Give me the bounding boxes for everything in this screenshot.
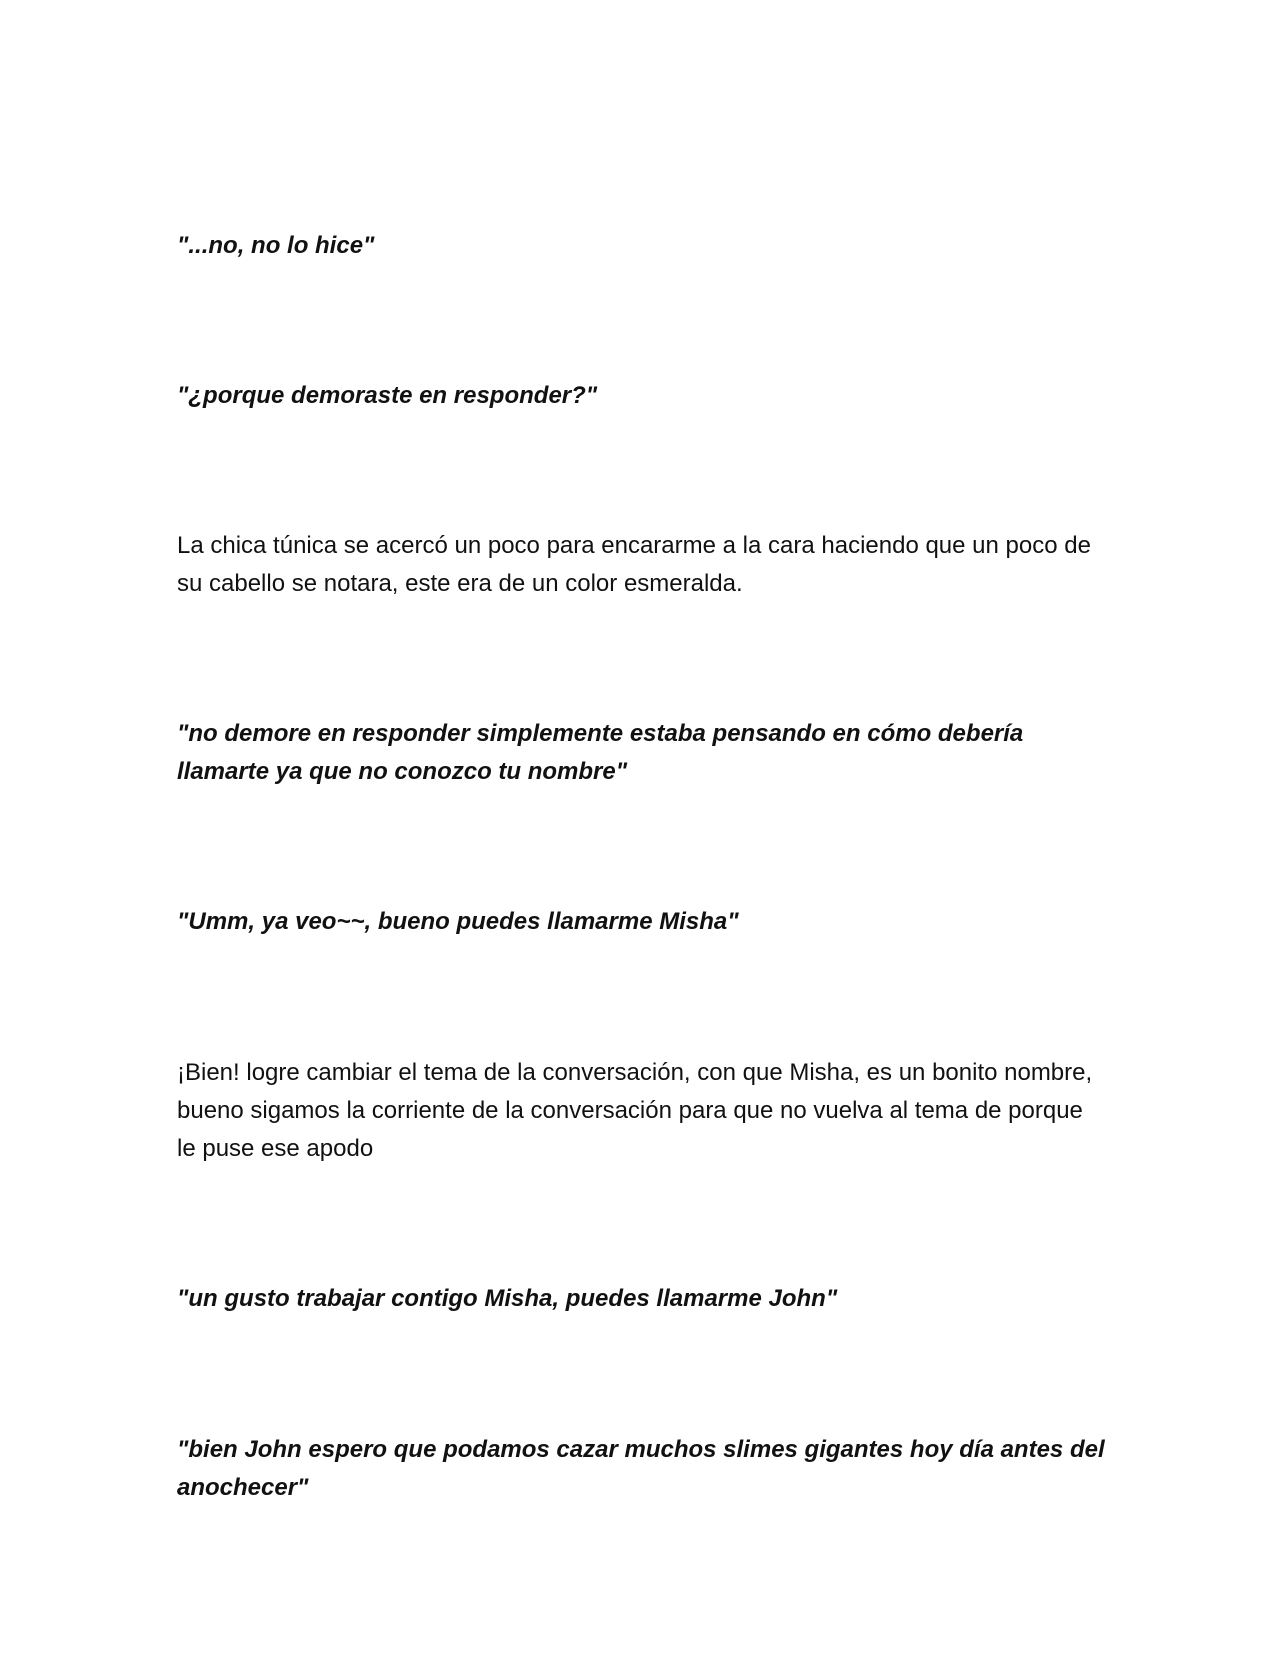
dialogue-paragraph: "bien John espero que podamos cazar muchos slimes gigantes hoy día antes del anochecer" [177, 1436, 1105, 1501]
narration-paragraph: La chica túnica se acercó un poco para encararme a la cara haciendo que un poco de su cabello se notara, este era de un color esmeralda. [177, 532, 1091, 597]
dialogue-paragraph: "¿porque demoraste en responder?" [177, 382, 598, 409]
dialogue-paragraph: "un gusto trabajar contigo Misha, puedes llamarme John" [177, 1285, 838, 1312]
dialogue-paragraph: "...no, no lo hice" [177, 232, 375, 259]
dialogue-paragraph: "Umm, ya veo~~, bueno puedes llamarme Misha" [177, 908, 739, 935]
narration-paragraph: ¡Bien! logre cambiar el tema de la conversación, con que Misha, es un bonito nombre, bueno sigamos la corriente de la conversación para que no vuelva al tema de porque le puse ese apodo [177, 1059, 1093, 1162]
dialogue-paragraph: "no demore en responder simplemente estaba pensando en cómo debería llamarte ya que no conozco tu nombre" [177, 720, 1024, 785]
